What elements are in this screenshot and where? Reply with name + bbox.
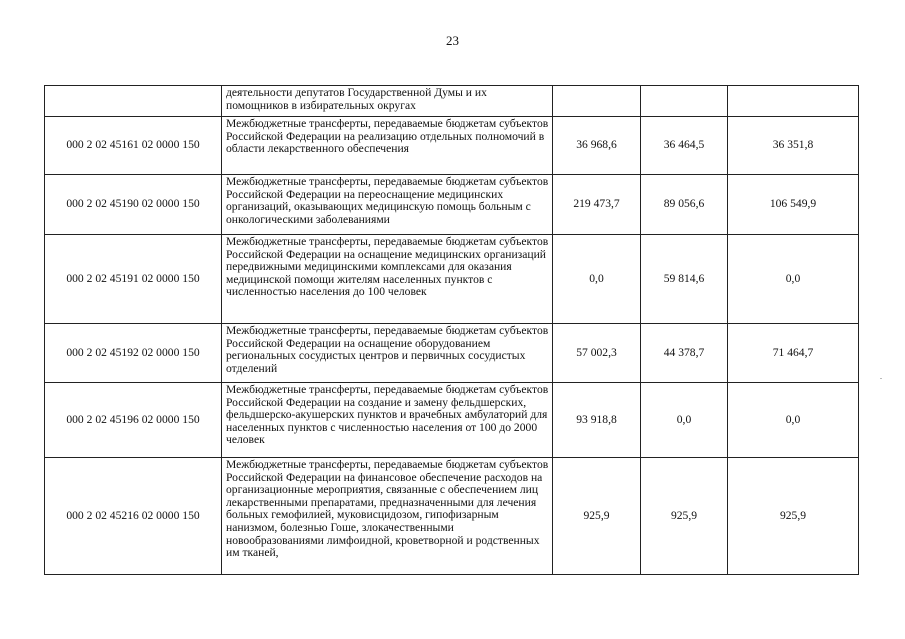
value-year-3: 36 351,8	[728, 117, 859, 175]
budget-code	[45, 86, 222, 117]
value-year-3: 0,0	[728, 235, 859, 324]
budget-code: 000 2 02 45191 02 0000 150	[45, 235, 222, 324]
row-description: Межбюджетные трансферты, передаваемые бюджетам субъектов Российской Федерации на оснащение медицинских организаций передвижными медицинскими комплексами для оказания медицинской помощи жителям населенных пунктов с численностью населения до 100 человек	[222, 235, 553, 324]
row-description: Межбюджетные трансферты, передаваемые бюджетам субъектов Российской Федерации на реализацию отдельных полномочий в области лекарственного обеспечения	[222, 117, 553, 175]
scan-speck	[880, 378, 882, 379]
table-row	[45, 117, 859, 175]
row-description: Межбюджетные трансферты, передаваемые бюджетам субъектов Российской Федерации на финансовое обеспечение расходов на организационные мероприятия, связанные с обеспечением лиц лекарственными препаратами, предназначенными для лечения больных гемофилией, муковисцидозом, гипофизарным нанизмом, болезнью Гоше, злокачественными новообразованиями лимфоидной, кроветворной и родственных им тканей,	[222, 458, 553, 575]
value-year-2	[641, 86, 728, 117]
table-row	[45, 86, 859, 117]
value-year-2: 36 464,5	[641, 117, 728, 175]
budget-code: 000 2 02 45161 02 0000 150	[45, 117, 222, 175]
row-description: деятельности депутатов Государственной Думы и их помощников в избирательных округах	[222, 86, 553, 117]
value-year-3: 925,9	[728, 458, 859, 575]
table-row	[45, 458, 859, 575]
page-number: 23	[446, 33, 459, 48]
value-year-3: 106 549,9	[728, 175, 859, 235]
value-year-2: 59 814,6	[641, 235, 728, 324]
value-year-1: 219 473,7	[553, 175, 641, 235]
budget-table	[44, 85, 859, 575]
row-description: Межбюджетные трансферты, передаваемые бюджетам субъектов Российской Федерации на оснащение оборудованием региональных сосудистых центров и первичных сосудистых отделений	[222, 324, 553, 383]
value-year-3	[728, 86, 859, 117]
value-year-2: 44 378,7	[641, 324, 728, 383]
value-year-1: 925,9	[553, 458, 641, 575]
value-year-1: 36 968,6	[553, 117, 641, 175]
value-year-1: 0,0	[553, 235, 641, 324]
row-description: Межбюджетные трансферты, передаваемые бюджетам субъектов Российской Федерации на создание и замену фельдшерских, фельдшерско-акушерских пунктов и врачебных амбулаторий для населенных пунктов с численностью населения от 100 до 2000 человек	[222, 383, 553, 458]
table-row	[45, 383, 859, 458]
value-year-2: 925,9	[641, 458, 728, 575]
value-year-2: 0,0	[641, 383, 728, 458]
budget-code: 000 2 02 45190 02 0000 150	[45, 175, 222, 235]
value-year-3: 71 464,7	[728, 324, 859, 383]
table-row	[45, 235, 859, 324]
value-year-2: 89 056,6	[641, 175, 728, 235]
value-year-1: 93 918,8	[553, 383, 641, 458]
budget-code: 000 2 02 45196 02 0000 150	[45, 383, 222, 458]
budget-code: 000 2 02 45216 02 0000 150	[45, 458, 222, 575]
value-year-1	[553, 86, 641, 117]
row-description: Межбюджетные трансферты, передаваемые бюджетам субъектов Российской Федерации на переоснащение медицинских организаций, оказывающих медицинскую помощь больным с онкологическими заболеваниями	[222, 175, 553, 235]
table-row	[45, 175, 859, 235]
value-year-1: 57 002,3	[553, 324, 641, 383]
table-row	[45, 324, 859, 383]
budget-code: 000 2 02 45192 02 0000 150	[45, 324, 222, 383]
value-year-3: 0,0	[728, 383, 859, 458]
